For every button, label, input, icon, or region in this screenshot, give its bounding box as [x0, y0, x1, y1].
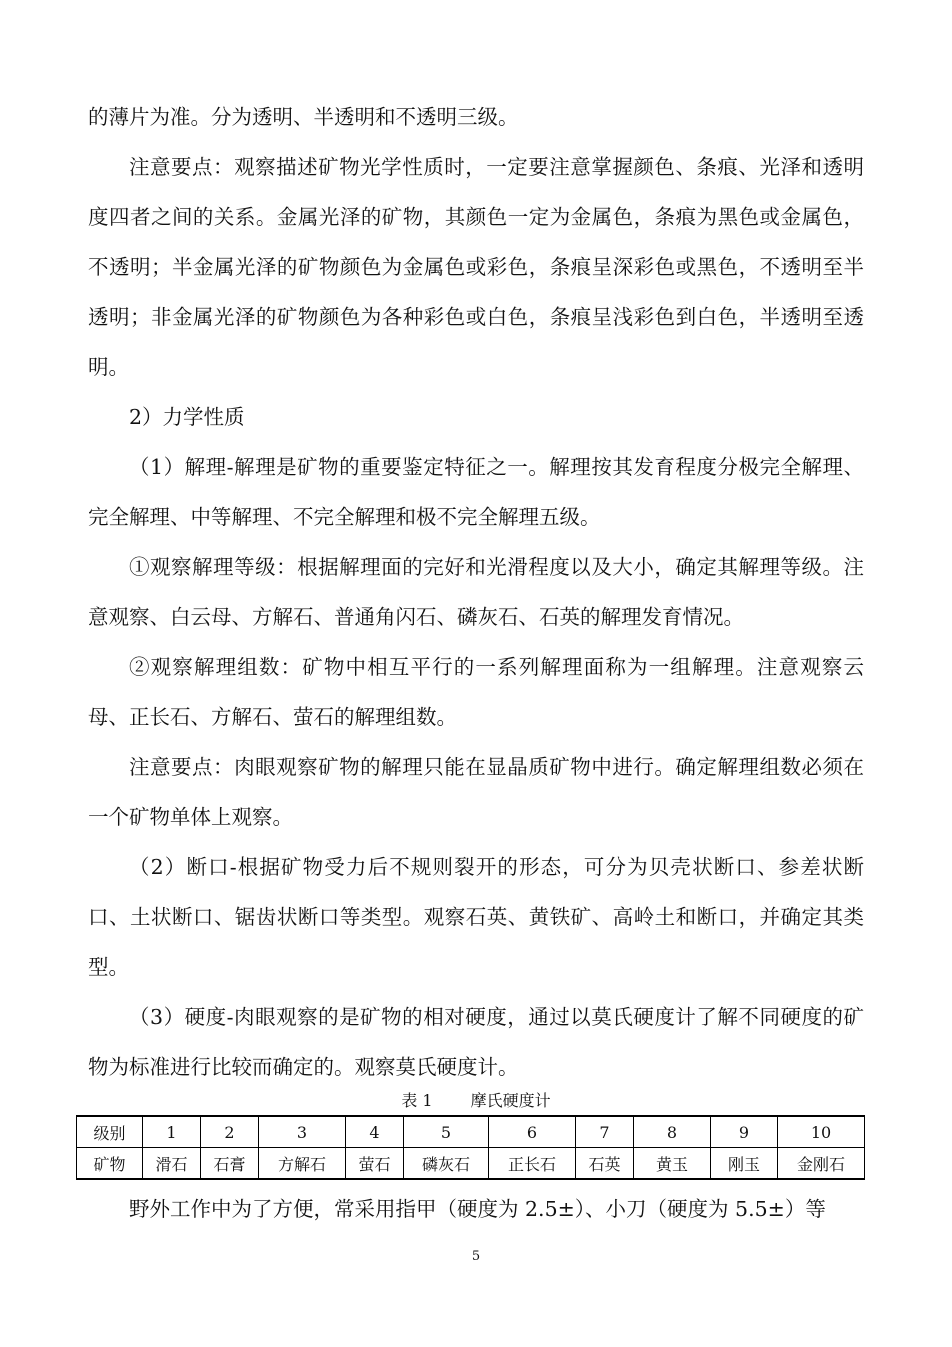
- table-row-levels: [77, 1116, 865, 1148]
- paragraph-cleavage-sets: ②观察解理组数：矿物中相互平行的一系列解理面称为一组解理。注意观察云母、正长石、方解石、萤石的解理组数。: [88, 655, 864, 729]
- paragraph-transparency-levels: 的薄片为准。分为透明、半透明和不透明三级。: [88, 105, 519, 129]
- table-row-header: 级别: [77, 1116, 143, 1148]
- table-cell-level: 6: [489, 1116, 576, 1148]
- paragraph-cleavage-grade: ①观察解理等级：根据解理面的完好和光滑程度以及大小，确定其解理等级。注意观察、白云母、方解石、普通角闪石、磷灰石、石英的解理发育情况。: [88, 555, 864, 629]
- paragraph-field-hardness: 野外工作中为了方便，常采用指甲（硬度为 2.5±）、小刀（硬度为 5.5±）等: [129, 1197, 826, 1221]
- table-cell-level: 4: [346, 1116, 404, 1148]
- table-row-minerals: [77, 1148, 865, 1180]
- table-cell-mineral: 石英: [576, 1148, 634, 1180]
- table-caption: [0, 1090, 952, 1112]
- paragraph-cleavage-notes: 注意要点：肉眼观察矿物的解理只能在显晶质矿物中进行。确定解理组数必须在一个矿物单体上观察。: [88, 755, 864, 829]
- table-cell-mineral: 正长石: [489, 1148, 576, 1180]
- table-cell-mineral: 方解石: [259, 1148, 346, 1180]
- table-cell-mineral: 萤石: [346, 1148, 404, 1180]
- table-cell-mineral: 黄玉: [634, 1148, 711, 1180]
- table-row-header: 矿物: [77, 1148, 143, 1180]
- table-cell-level: 2: [201, 1116, 259, 1148]
- table-cell-level: 3: [259, 1116, 346, 1148]
- table-cell-mineral: 石膏: [201, 1148, 259, 1180]
- table-cell-level: 1: [143, 1116, 201, 1148]
- paragraph-hardness: （3）硬度-肉眼观察的是矿物的相对硬度，通过以莫氏硬度计了解不同硬度的矿物为标准进行比较而确定的。观察莫氏硬度计。: [88, 1005, 864, 1079]
- table-cell-mineral: 刚玉: [711, 1148, 778, 1180]
- paragraph-fracture: （2）断口-根据矿物受力后不规则裂开的形态，可分为贝壳状断口、参差状断口、土状断口、锯齿状断口等类型。观察石英、黄铁矿、高岭土和断口，并确定其类型。: [88, 855, 864, 979]
- section-heading-mechanical-properties: 2）力学性质: [129, 405, 245, 429]
- table-cell-level: 5: [404, 1116, 489, 1148]
- table-cell-level: 9: [711, 1116, 778, 1148]
- table-cell-mineral: 金刚石: [778, 1148, 865, 1180]
- table-cell-mineral: 磷灰石: [404, 1148, 489, 1180]
- table-cell-mineral: 滑石: [143, 1148, 201, 1180]
- paragraph-cleavage: （1）解理-解理是矿物的重要鉴定特征之一。解理按其发育程度分极完全解理、完全解理、中等解理、不完全解理和极不完全解理五级。: [88, 455, 864, 529]
- page-number: 5: [471, 1249, 481, 1264]
- paragraph-optical-notes: 注意要点：观察描述矿物光学性质时，一定要注意掌握颜色、条痕、光泽和透明度四者之间的关系。金属光泽的矿物，其颜色一定为金属色，条痕为黑色或金属色，不透明；半金属光泽的矿物颜色为金属色或彩色，条痕呈深彩色或黑色，不透明至半透明；非金属光泽的矿物颜色为各种彩色或白色，条痕呈浅彩色到白色，半透明至透明。: [88, 155, 864, 379]
- mohs-hardness-table: [76, 1115, 865, 1180]
- table-cell-level: 8: [634, 1116, 711, 1148]
- table-caption-number: 表 1: [401, 1091, 433, 1110]
- table-caption-title: 摩氏硬度计: [470, 1091, 551, 1110]
- table-cell-level: 10: [778, 1116, 865, 1148]
- table-cell-level: 7: [576, 1116, 634, 1148]
